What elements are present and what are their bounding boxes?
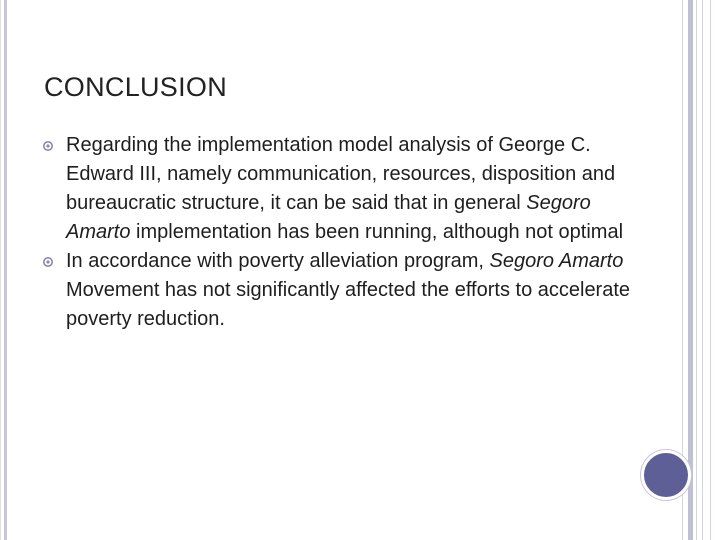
bullet-item-2	[42, 247, 632, 334]
bullet-2-text-a: In accordance with poverty alleviation program,	[66, 250, 490, 272]
decorative-circle	[641, 450, 691, 500]
sun-bullet-icon	[42, 256, 54, 268]
right-border-decoration	[682, 0, 720, 540]
bullet-2-text-b: Movement has not significantly affected the efforts to accelerate poverty reduction.	[66, 279, 631, 330]
bullet-list	[42, 131, 632, 334]
bullet-item-1	[42, 131, 632, 247]
bullet-1-text-a: Regarding the implementation model analysis of George C. Edward III, namely communication, resources, disposition and bureaucratic structure, it can be said that in general	[66, 134, 616, 214]
sun-bullet-icon	[42, 140, 54, 152]
bullet-2-italic-name: Segoro Amarto	[489, 250, 624, 272]
left-border-decoration	[0, 0, 12, 540]
bullet-1-italic-name: Segoro Amarto	[66, 192, 591, 243]
bullet-1-text-b: implementation has been running, although not optimal	[130, 221, 624, 243]
slide-title: CONCLUSION	[44, 72, 228, 102]
